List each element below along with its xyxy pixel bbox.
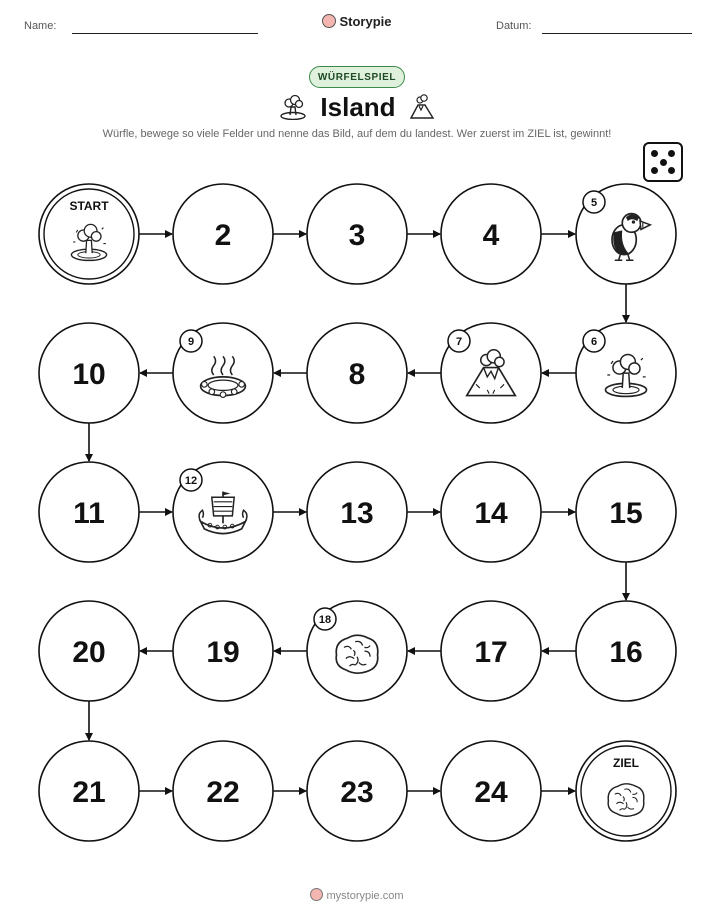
board-cell bbox=[307, 601, 407, 701]
board-cell bbox=[441, 601, 541, 701]
cell-number: 11 bbox=[73, 497, 105, 530]
cell-number: 21 bbox=[72, 776, 106, 809]
instructions: Würfle, bewege so viele Felder und nenne das Bild, auf dem du landest. Wer zuerst im ZIEL ist, gewinnt! bbox=[102, 128, 612, 140]
board-cell bbox=[173, 323, 273, 423]
board-cell bbox=[441, 184, 541, 284]
cell-number: 10 bbox=[72, 358, 106, 391]
brand-name: Storypie bbox=[339, 14, 392, 29]
cell-badge-number: 9 bbox=[187, 336, 195, 348]
cell-badge-number: 5 bbox=[590, 197, 598, 209]
cell-badge-number: 18 bbox=[318, 614, 332, 626]
board-cell bbox=[576, 184, 676, 284]
board-cell bbox=[576, 323, 676, 423]
cell-number: 22 bbox=[206, 776, 240, 809]
cell-number: 13 bbox=[340, 497, 374, 530]
cell-badge-number: 7 bbox=[455, 336, 463, 348]
footer-url[interactable]: mystorypie.com bbox=[326, 890, 404, 902]
name-label: Name: bbox=[24, 20, 57, 32]
board-cell bbox=[441, 741, 541, 841]
board-cells bbox=[39, 184, 676, 841]
cell-number: 14 bbox=[474, 497, 508, 530]
storypie-logo-icon bbox=[310, 888, 323, 901]
board-cell bbox=[39, 323, 139, 423]
footer bbox=[0, 888, 714, 902]
board-cell bbox=[441, 462, 541, 562]
cell-number: 4 bbox=[482, 219, 500, 252]
cell-number: 3 bbox=[348, 219, 366, 252]
cell-number: 15 bbox=[609, 497, 643, 530]
lava-rock-icon bbox=[336, 635, 378, 673]
game-tag: WÜRFELSPIEL bbox=[309, 66, 405, 88]
cell-number: 20 bbox=[72, 636, 106, 669]
lava-rock-icon bbox=[608, 784, 644, 816]
title-text: Island bbox=[320, 92, 396, 122]
board-cell bbox=[307, 462, 407, 562]
cell-number: 16 bbox=[609, 636, 643, 669]
board-cell bbox=[173, 601, 273, 701]
cell-badge-number: 6 bbox=[590, 336, 598, 348]
board-cell bbox=[173, 741, 273, 841]
cell-number: 17 bbox=[474, 636, 508, 669]
cell-number: 23 bbox=[340, 776, 374, 809]
start-label: START bbox=[69, 199, 109, 213]
board-cell bbox=[39, 741, 139, 841]
cell-badge-number: 12 bbox=[184, 475, 198, 487]
board-cell bbox=[307, 741, 407, 841]
board-cell bbox=[576, 741, 676, 841]
cell-number: 8 bbox=[348, 358, 366, 391]
board-cell bbox=[39, 601, 139, 701]
board-cell bbox=[39, 462, 139, 562]
cell-number: 24 bbox=[474, 776, 508, 809]
board-cell bbox=[307, 323, 407, 423]
date-label: Datum: bbox=[496, 20, 532, 32]
cell-number: 19 bbox=[206, 636, 240, 669]
board-cell bbox=[576, 462, 676, 562]
board-cell bbox=[307, 184, 407, 284]
board-cell bbox=[441, 323, 541, 423]
board-cell bbox=[39, 184, 139, 284]
board-cell bbox=[173, 184, 273, 284]
finish-label: ZIEL bbox=[613, 756, 639, 770]
board-cell bbox=[576, 601, 676, 701]
board-cell bbox=[173, 462, 273, 562]
cell-number: 2 bbox=[214, 219, 232, 252]
